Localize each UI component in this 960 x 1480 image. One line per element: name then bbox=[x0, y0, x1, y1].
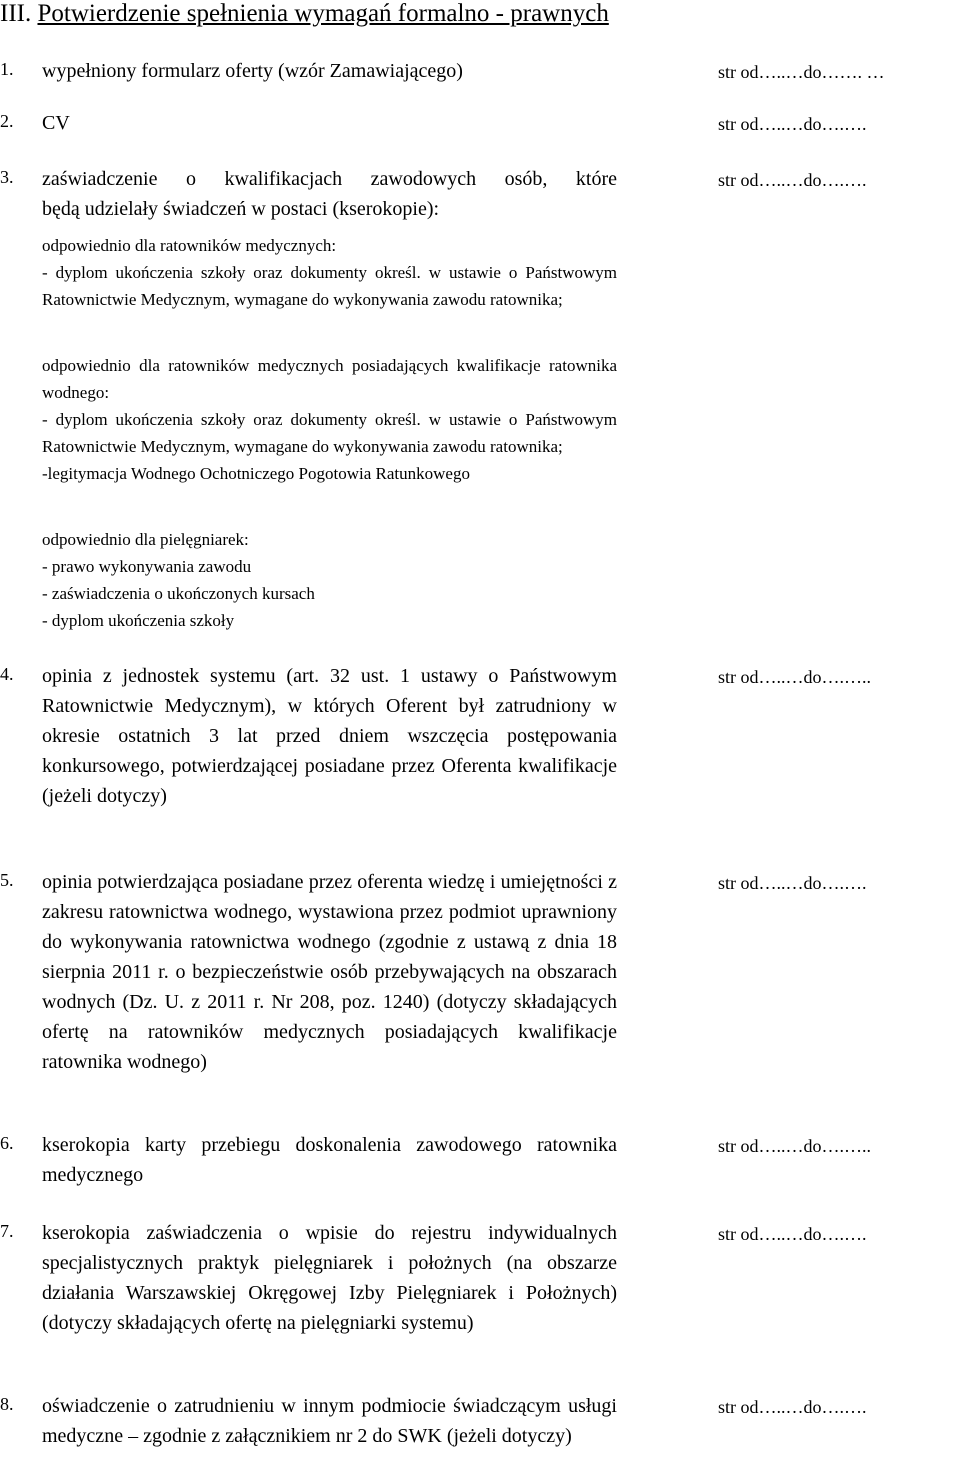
section-title-text: Potwierdzenie spełnienia wymagań formalno - prawnych bbox=[37, 0, 609, 27]
page-range: str od…..…do….….. bbox=[718, 1136, 871, 1156]
group-line: - dyplom ukończenia szkoły oraz dokumenty określ. w ustawie o Państwowym Ratownictwie Medycznym, wymagane do wykonywania zawodu ratownika; bbox=[42, 263, 617, 309]
item-number: 3. bbox=[0, 167, 14, 187]
qualification-group-paramedics bbox=[42, 232, 617, 313]
page-range: str od…..…do….…. bbox=[718, 1397, 867, 1417]
item-number: 1. bbox=[0, 59, 14, 79]
item-text: oświadczenie o zatrudnieniu w innym podmiocie świadczącym usługi medyczne – zgodnie z załącznikiem nr 2 do SWK (jeżeli dotyczy) bbox=[42, 1395, 617, 1447]
page-range: str od…..…do……. … bbox=[718, 62, 885, 82]
qualification-group-nurses bbox=[42, 526, 617, 634]
item-text-line-1: zaświadczenie o kwalifikacjach zawodowych osób, które bbox=[42, 168, 617, 190]
qualification-group-water-rescue bbox=[42, 352, 617, 487]
group-line: -legitymacja Wodnego Ochotniczego Pogotowia Ratunkowego bbox=[42, 464, 470, 483]
group-heading: odpowiednio dla ratowników medycznych posiadających kwalifikacje ratownika wodnego: bbox=[42, 356, 617, 402]
item-number: 5. bbox=[0, 870, 14, 890]
group-line: - zaświadczenia o ukończonych kursach bbox=[42, 584, 315, 603]
item-text: kserokopia karty przebiegu doskonalenia zawodowego ratownika medycznego bbox=[42, 1134, 617, 1186]
group-line: - dyplom ukończenia szkoły oraz dokumenty określ. w ustawie o Państwowym Ratownictwie Medycznym, wymagane do wykonywania zawodu ratownika; bbox=[42, 410, 617, 456]
group-line: - prawo wykonywania zawodu bbox=[42, 557, 252, 576]
page-range: str od…..…do….….. bbox=[718, 667, 871, 687]
section-title bbox=[0, 0, 609, 28]
section-numeral: III. bbox=[0, 0, 32, 27]
page-range: str od…..…do….…. bbox=[718, 170, 867, 190]
item-number: 2. bbox=[0, 111, 14, 131]
page-range: str od…..…do….…. bbox=[718, 873, 867, 893]
item-number: 4. bbox=[0, 664, 14, 684]
item-text: wypełniony formularz oferty (wzór Zamawiającego) bbox=[42, 60, 463, 82]
item-text: kserokopia zaświadczenia o wpisie do rejestru indywidualnych specjalistycznych praktyk pielęgniarek i położnych (na obszarze działania Warszawskiej Okręgowej Izby Pielęgniarek i Położnych) (dotyczy składających ofertę na pielęgniarki systemu) bbox=[42, 1222, 617, 1334]
item-text: CV bbox=[42, 112, 70, 134]
group-line: - dyplom ukończenia szkoły bbox=[42, 611, 235, 630]
item-text: opinia z jednostek systemu (art. 32 ust. 1 ustawy o Państwowym Ratownictwie Medycznym), w których Oferent był zatrudniony w okresie ostatnich 3 lat przed dniem wszczęcia postępowania konkursowego, potwierdzającej posiadane przez Oferenta kwalifikacje (jeżeli dotyczy) bbox=[42, 665, 617, 807]
group-heading: odpowiednio dla ratowników medycznych: bbox=[42, 236, 337, 255]
item-number: 6. bbox=[0, 1133, 14, 1153]
item-number: 8. bbox=[0, 1394, 14, 1414]
item-text-line-2: będą udzielały świadczeń w postaci (kserokopie): bbox=[42, 198, 440, 220]
page-range: str od…..…do….…. bbox=[718, 1224, 867, 1244]
item-number: 7. bbox=[0, 1221, 14, 1241]
page-range: str od…..…do….…. bbox=[718, 114, 867, 134]
item-text: opinia potwierdzająca posiadane przez oferenta wiedzę i umiejętności z zakresu ratownictwa wodnego, wystawiona przez podmiot uprawniony do wykonywania ratownictwa wodnego (zgodnie z ustawą z dnia 18 sierpnia 2011 r. o bezpieczeństwie osób przebywających na obszarach wodnych (Dz. U. z 2011 r. Nr 208, poz. 1240) (dotyczy składających ofertę na ratowników medycznych posiadających kwalifikacje ratownika wodnego) bbox=[42, 871, 617, 1073]
group-heading: odpowiednio dla pielęgniarek: bbox=[42, 530, 249, 549]
